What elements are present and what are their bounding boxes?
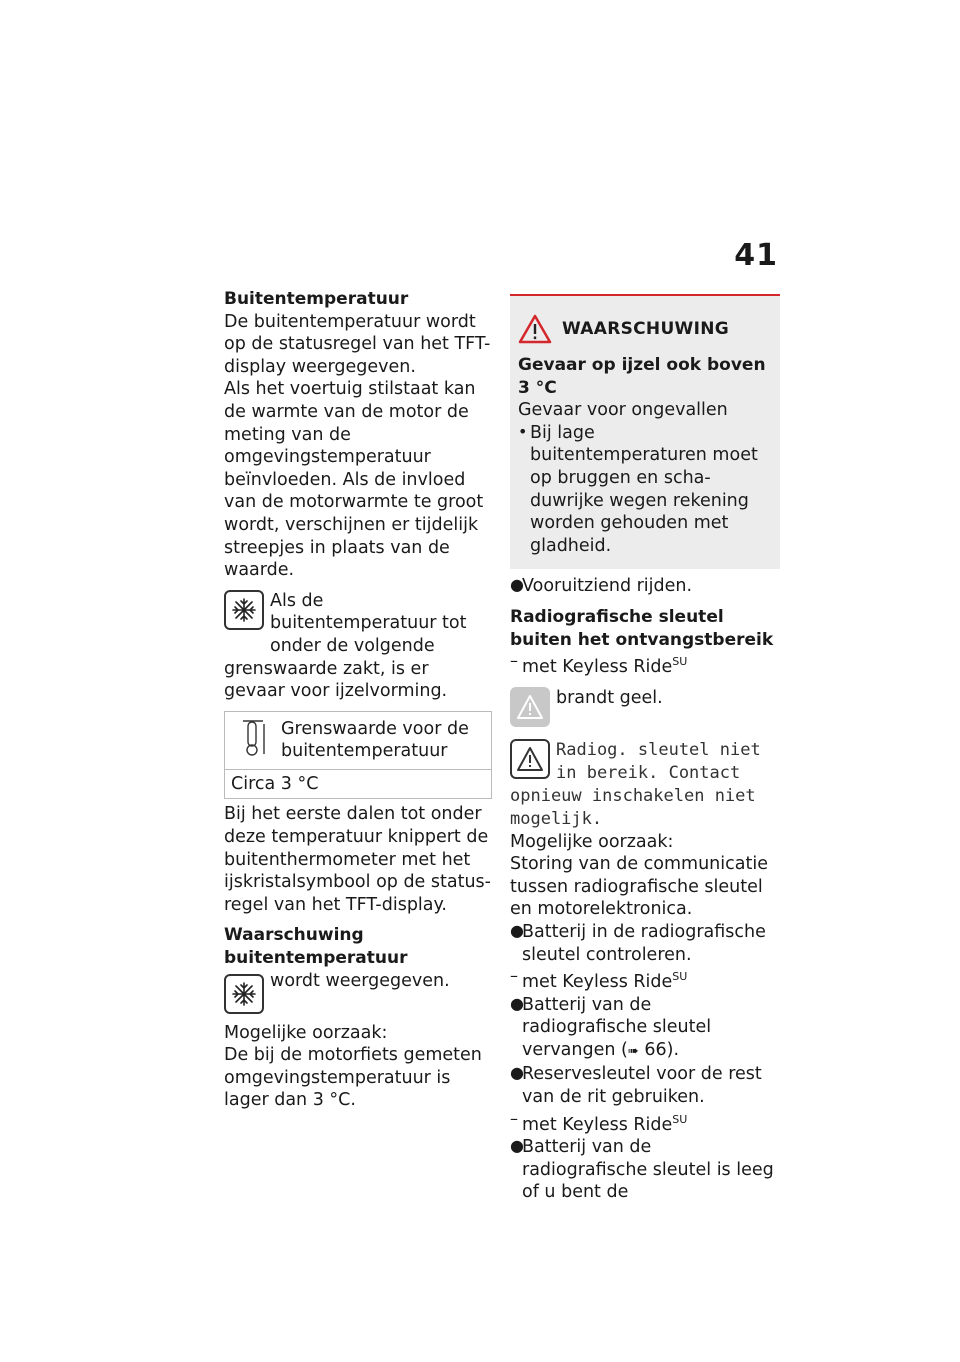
thermometer-icon: [239, 718, 269, 758]
heading-temperature-warning: Waarschuwing buitentemperatuur: [224, 925, 408, 969]
general-warning-icon: [510, 739, 550, 779]
warning-icon-row: [224, 970, 492, 1014]
page-number: 41: [734, 238, 778, 273]
warning-heading: Gevaar op ijzel ook boven 3 °C: [518, 355, 766, 398]
warning-subtitle: Gevaar voor ongevallen: [518, 400, 728, 421]
display-message-row: [510, 739, 780, 785]
heading-outside-temperature: Buitentemperatuur: [224, 289, 409, 309]
warning-label: WAARSCHUWING: [562, 319, 730, 339]
action-drive-carefully: Vooruitziend rijden.: [522, 576, 693, 597]
warning-bullet: Bij lage buitentemperaturen moet op bruggen en schaduwrijke wegen rekening worden gehouden met gladheid.: [530, 422, 758, 556]
right-column: WAARSCHUWING Gevaar op ijzel ook boven 3 °C Gevaar voor ongevallen • Bij lage buitentemperaturen moet op bruggen en schaduwrijke wegen rekening worden gehouden met gladheid. ● Vooruitziend rijden. Radiografische sleutel buiten het ontvangstbereik – met Keyless Ride$^{SU}$ brandt geel. Radiog. sleutel niet in bereik. Contact opnieuw inschakelen niet mogelijk. Mogelijke oorzaak: Storing van de communicatie tussen radiografische sleutel en motorelektronica. ● Batterij in de radiografische sleutel controleren. – met Keyless Ride$^{SU}$ ● Batterij van de radiografische sleutel vervangen (➠ 66). ● Reservesleutel voor de rest van de rit gebruiken. – met Keyless Ride$^{SU}$ ● Batterij van de radiografische sleutel is leeg of u bent de: [510, 294, 780, 1204]
option-keyless-ride: met Keyless Ride$^{SU}$: [522, 970, 688, 992]
threshold-value: Circa 3 °C: [231, 773, 319, 794]
paragraph-engine-heat: Als het voertuig stilstaat kan de warmte van de motor de meting van de omgevingstemperatuur beïnvloeden. Als de invloed van de motorwarmte te groot wordt, verschijnen er tijdelijk streepjes in plaats van de waarde.: [224, 379, 484, 581]
warning-triangle-icon: [518, 314, 552, 344]
action-battery-empty: Batterij van de radiografische sleutel is leeg of u bent de: [522, 1136, 774, 1203]
ice-warning-text-cont: grenswaarde zakt, is er gevaar voor ijzelvorming.: [224, 658, 448, 702]
snowflake-icon: [224, 974, 264, 1014]
display-message-cont: opnieuw inschakelen niet mogelijk.: [510, 785, 756, 829]
action-replace-battery: Batterij van de radiografische sleutel vervangen (➠ 66).: [522, 994, 712, 1060]
ice-warning-text: Als de buitentemperatuur tot onder de volgende: [270, 590, 467, 656]
left-column: [224, 288, 492, 1112]
display-message: Radiog. sleutel niet in bereik. Contact: [556, 739, 761, 783]
threshold-table: [224, 711, 492, 800]
action-check-battery: Batterij in de radiografische sleutel controleren.: [522, 921, 766, 965]
ice-warning-row: [224, 590, 492, 658]
paragraph-display: De buitentemperatuur wordt op de statusregel van het TFT-display weergegeven.: [224, 311, 491, 377]
threshold-label: Grenswaarde voor de buitentemperatuur: [281, 718, 469, 762]
cause-text-right: Storing van de communicatie tussen radiografische sleutel en motorelektronica.: [510, 854, 768, 920]
grey-warning-text: brandt geel.: [556, 687, 663, 708]
grey-warning-row: [510, 687, 780, 727]
heading-key-out-of-range: Radiografische sleutel buiten het ontvangstbereik: [510, 606, 774, 650]
paragraph-blinking: Bij het eerste dalen tot onder deze temperatuur knippert de buitenthermometer met het ijskristalsymbool op de statusregel van het TFT-display.: [224, 804, 491, 915]
option-keyless-ride: met Keyless Ride$^{SU}$: [522, 1112, 688, 1135]
warning-box: WAARSCHUWING Gevaar op ijzel ook boven 3 °C Gevaar voor ongevallen • Bij lage buitentemperaturen moet op bruggen en schaduwrijke wegen rekening worden gehouden met gladheid.: [510, 294, 780, 569]
cause-text: De bij de motorfiets gemeten omgevingstemperatuur is lager dan 3 °C.: [224, 1045, 482, 1111]
option-keyless-ride: met Keyless Ride$^{SU}$: [522, 655, 688, 677]
cause-label: Mogelijke oorzaak:: [224, 1022, 388, 1043]
cause-label-right: Mogelijke oorzaak:: [510, 831, 674, 852]
action-spare-key: Reservesleutel voor de rest van de rit gebruiken.: [522, 1064, 762, 1107]
page-reference-link[interactable]: 66).: [644, 1039, 680, 1060]
snowflake-icon: [224, 590, 264, 630]
page-reference-arrow-icon: ➠: [627, 1043, 639, 1059]
general-warning-icon: [510, 687, 550, 727]
warning-displayed-text: wordt weergegeven.: [270, 970, 450, 991]
